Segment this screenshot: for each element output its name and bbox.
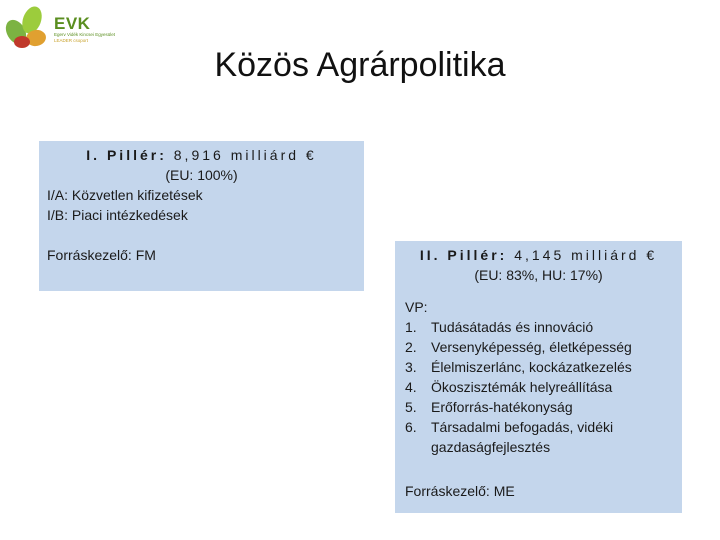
- pillar1-line-a: I/A: Közvetlen kifizetések: [47, 187, 203, 203]
- pillar2-manager: Forráskezelő: ME: [405, 483, 515, 499]
- list-item: 2. Versenyképesség, életképesség: [405, 339, 632, 355]
- pillar1-line-b: I/B: Piaci intézkedések: [47, 207, 188, 223]
- pillar2-box: [395, 241, 682, 513]
- pillar2-heading-label: II. Pillér:: [419, 247, 508, 263]
- slide-title: Közös Agrárpolitika: [214, 46, 506, 84]
- pillar1-heading-label: I. Pillér:: [86, 147, 167, 163]
- pillar2-share: (EU: 83%, HU: 17%): [474, 267, 603, 283]
- pillar2-list: [405, 317, 672, 457]
- logo-subtitle-2: LEADER csoport: [54, 38, 89, 43]
- list-item: 1. Tudásátadás és innováció: [405, 319, 594, 335]
- list-item: 4. Ökoszisztémák helyreállítása: [405, 379, 613, 395]
- pillar2-heading-value: 4,145 milliárd €: [514, 247, 658, 263]
- evk-logo: [2, 2, 152, 52]
- pillar1-heading: [47, 145, 356, 165]
- pillar1-heading-value: 8,916 milliárd €: [173, 147, 317, 163]
- pillar1-manager: Forráskezelő: FM: [47, 247, 156, 263]
- pillar2-heading: [405, 245, 672, 265]
- leaf-logo-icon: [2, 2, 54, 52]
- list-item: 3. Élelmiszerlánc, kockázatkezelés: [405, 359, 632, 375]
- list-item: 5. Erőforrás-hatékonyság: [405, 399, 573, 415]
- logo-subtitle: Egerv Vidék Kincsei Egyesület: [54, 32, 115, 37]
- list-item: 6. Társadalmi befogadás, vidéki gazdaságfejlesztés: [405, 419, 614, 455]
- pillar2-vp-label: VP:: [405, 299, 428, 315]
- pillar1-share: (EU: 100%): [165, 167, 238, 183]
- logo-name: EVK: [54, 14, 91, 33]
- pillar1-box: [39, 141, 364, 291]
